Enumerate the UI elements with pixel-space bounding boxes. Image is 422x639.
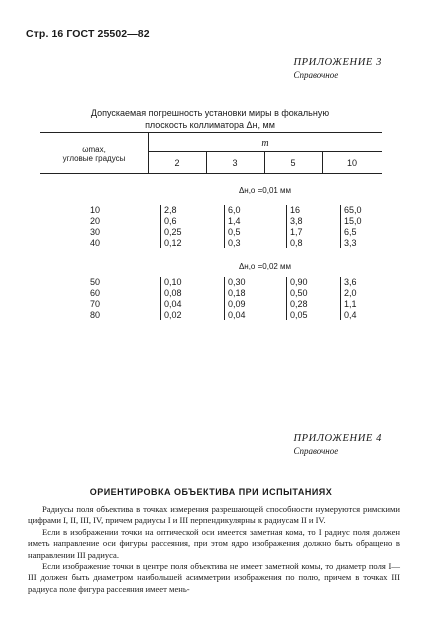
value-cell: 0,5 — [228, 227, 241, 237]
table-title — [40, 107, 380, 131]
m-value-3: 3 — [232, 158, 238, 168]
value-cell: 16 — [290, 205, 301, 215]
bracket-col-2-group-2 — [160, 277, 161, 320]
value-cell: 6,5 — [344, 227, 357, 237]
value-cell: 0,6 — [164, 216, 177, 226]
section-title: ОРИЕНТИРОВКА ОБЪЕКТИВА ПРИ ИСПЫТАНИЯХ — [89, 487, 333, 497]
value-cell: 0,12 — [164, 238, 182, 248]
value-cell: 0,10 — [164, 277, 182, 287]
value-cell: 0,90 — [290, 277, 308, 287]
value-cell: 1,4 — [228, 216, 241, 226]
row-header — [40, 145, 148, 163]
value-cell: 15,0 — [344, 216, 362, 226]
value-cell: 3,8 — [290, 216, 303, 226]
group-1-label: Δн,о =0,01 мм — [238, 186, 292, 195]
omega-cell: 30 — [89, 227, 100, 237]
bracket-col-10-group-2 — [340, 277, 341, 320]
appendix-3-heading — [293, 57, 382, 80]
omega-cell: 20 — [89, 216, 100, 226]
bracket-col-3-group-1 — [224, 205, 225, 248]
table-mid-rule — [148, 151, 382, 152]
value-cell: 3,3 — [344, 238, 357, 248]
m-value-10: 10 — [346, 158, 357, 168]
appendix-4-subtitle: Справочное — [293, 446, 339, 456]
value-cell: 65,0 — [344, 205, 362, 215]
omega-cell: 70 — [89, 299, 100, 309]
value-cell: 0,4 — [344, 310, 357, 320]
value-cell: 2,0 — [344, 288, 357, 298]
value-cell: 0,3 — [228, 238, 241, 248]
value-cell: 0,04 — [228, 310, 246, 320]
table-top-rule — [40, 132, 382, 133]
value-cell: 0,08 — [164, 288, 182, 298]
appendix-3-subtitle: Справочное — [293, 70, 339, 80]
omega-cell: 60 — [89, 288, 100, 298]
paragraph-3: Если изображение точки в центре поля объектива не имеет заметной комы, то диаметр поля I—III должен быть диаметром наибольшей асимметрии изображения по полю, причем в точках III радиуса поле фигура рассеяния имеет мень- — [28, 561, 400, 594]
bracket-col-2-group-1 — [160, 205, 161, 248]
value-cell: 0,28 — [290, 299, 308, 309]
col-header-m: m — [261, 138, 269, 149]
omega-cell: 10 — [89, 205, 100, 215]
value-cell: 6,0 — [228, 205, 241, 215]
group-2-label: Δн,о =0,02 мм — [238, 262, 292, 271]
omega-cell: 40 — [89, 238, 100, 248]
value-cell: 2,8 — [164, 205, 177, 215]
value-cell: 1,1 — [344, 299, 357, 309]
value-cell: 0,8 — [290, 238, 303, 248]
value-cell: 1,7 — [290, 227, 303, 237]
table-title-line-2: плоскость коллиматора Δн, мм — [145, 120, 275, 130]
table-header-bottom-rule — [40, 173, 382, 174]
page-header: Стр. 16 ГОСТ 25502—82 — [26, 28, 150, 40]
row-header-line-2: угловые градусы — [62, 154, 126, 163]
omega-cell: 50 — [89, 277, 100, 287]
value-cell: 0,50 — [290, 288, 308, 298]
value-cell: 0,09 — [228, 299, 246, 309]
value-cell: 0,05 — [290, 310, 308, 320]
paragraph-1: Радиусы поля объектива в точках измерения разрешающей способности нумеруются римскими цифрами I, II, III, IV, причем радиусы I и III перпендикулярны к радиусам II и IV. — [28, 504, 400, 526]
appendix-4-heading — [293, 433, 382, 456]
bracket-col-5-group-1 — [286, 205, 287, 248]
m-value-2: 2 — [174, 158, 180, 168]
value-cell: 3,6 — [344, 277, 357, 287]
value-cell: 0,30 — [228, 277, 246, 287]
bracket-col-3-group-2 — [224, 277, 225, 320]
paragraph-2: Если в изображении точки на оптической оси имеется заметная кома, то I радиус поля должен иметь направление оси фигуры рассеяния, при этом ядро изображения должно быть обращено в направлении III радиуса. — [28, 526, 400, 560]
m-value-5: 5 — [290, 158, 296, 168]
bracket-col-10-group-1 — [340, 205, 341, 248]
value-cell: 0,18 — [228, 288, 246, 298]
appendix-4-title: ПРИЛОЖЕНИЕ 4 — [293, 433, 382, 444]
row-header-line-1: ωmax, — [82, 145, 106, 154]
table-title-line-1: Допускаемая погрешность установки миры в фокальную — [90, 108, 330, 118]
omega-cell: 80 — [89, 310, 100, 320]
value-cell: 0,25 — [164, 227, 182, 237]
bracket-col-5-group-2 — [286, 277, 287, 320]
appendix-3-title: ПРИЛОЖЕНИЕ 3 — [293, 57, 382, 68]
value-cell: 0,02 — [164, 310, 182, 320]
value-cell: 0,04 — [164, 299, 182, 309]
body-text — [28, 504, 400, 595]
